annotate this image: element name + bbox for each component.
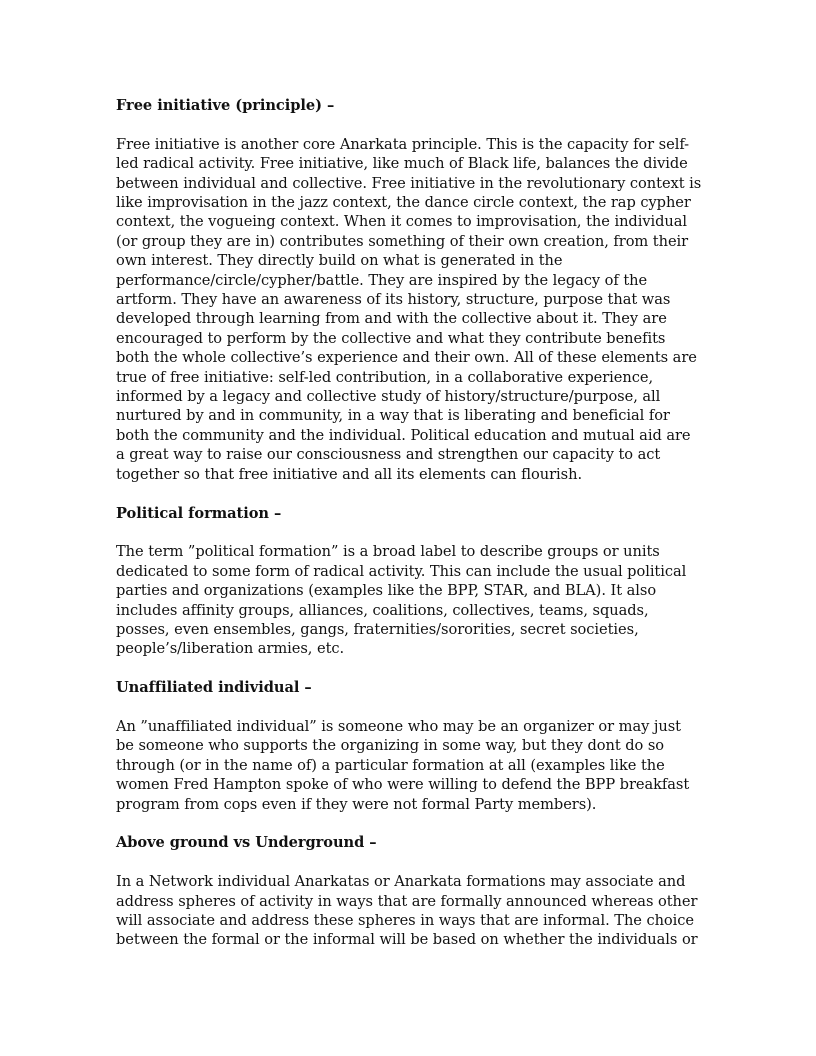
section-body-unaffiliated-individual: An ”unaffiliated individual” is someone who may be an organizer or may just be someone who supports the organizing in some way, but they dont do so through (or in the name of) a particular formation at all (examples like the women Fred Hampton spoke of who were willing to defend the BPP breakfast program from cops even if they were not formal Party members). [116, 717, 690, 813]
section-body-political-formation: The term ”political formation” is a broad label to describe groups or units dedicated to some form of radical activity. This can include the usual political parties and organizations (examples like the BPP, STAR, and BLA). It also includes affinity groups, alliances, coalitions, collectives, teams, squads, posses, even ensembles, gangs, fraternities/sororities, secret societies, people’s/liberation armies, etc. [116, 543, 687, 658]
section-body-above-ground-vs-underground: In a Network individual Anarkatas or Anarkata formations may associate and address spheres of activity in ways that are formally announced whereas other will associate and address these spheres in ways that are informal. The choice between the formal or the informal will be based on whether the individuals or [116, 873, 698, 949]
section-heading-free-initiative: Free initiative (principle) – [116, 97, 335, 114]
section-body-free-initiative: Free initiative is another core Anarkata principle. This is the capacity for self-led radical activity. Free initiative, like much of Black life, balances the divide between individual and collective. Free initiative in the revolutionary context is like improvisation in the jazz context, the dance circle context, the rap cypher context, the vogueing context. When it comes to improvisation, the individual (or group they are in) contributes something of their own creation, from their own interest. They directly build on what is generated in the performance/circle/cypher/battle. They are inspired by the legacy of the artform. They have an awareness of its history, structure, purpose that was developed through learning from and with the collective about it. They are encouraged to perform by the collective and what they contribute benefits both the whole collective’s experience and their own. All of these elements are true of free initiative: self-led contribution, in a collaborative experience, informed by a legacy and collective study of history/structure/purpose, all nurtured by and in community, in a way that is liberating and beneficial for both the community and the individual. Political education and mutual aid are a great way to raise our consciousness and strengthen our capacity to act together so that free initiative and all its elements can flourish. [116, 135, 702, 483]
section-heading-above-ground-vs-underground: Above ground vs Underground – [116, 834, 377, 852]
section-heading-unaffiliated-individual: Unaffiliated individual – [116, 679, 312, 697]
document-content [116, 96, 702, 969]
section-heading-political-formation: Political formation – [116, 504, 282, 522]
